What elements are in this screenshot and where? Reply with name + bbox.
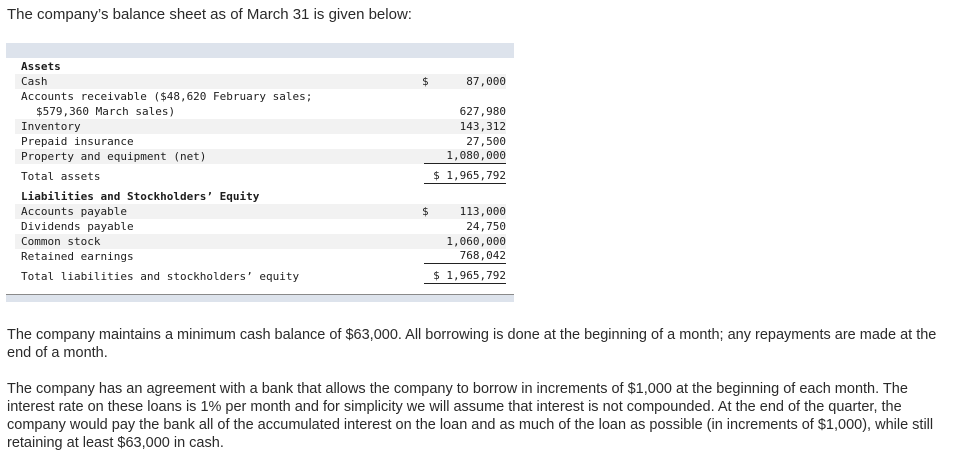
total-assets-row — [15, 169, 506, 184]
total-assets-value: $ 1,965,792 — [424, 169, 506, 184]
balance-sheet — [6, 43, 514, 302]
ar-label-line2: $579,360 March sales) — [36, 105, 176, 118]
cash-label: Cash — [21, 75, 48, 88]
property-value: 1,080,000 — [424, 149, 506, 164]
liabilities-heading: Liabilities and Stockholders’ Equity — [21, 190, 260, 203]
paragraph-bank-agreement: The company has an agreement with a bank that allows the company to borrow in increments of $1,000 at the beginning of each month. The interest rate on these loans is 1% per month and for simplicity we will assume that interest is not compounded. At the end of the quarter, the company would pay the bank all of the accumulated interest on the loan and as much of the loan as possible (in increments of $1,000), while still retaining at least $63,000 in cash. — [7, 381, 934, 451]
ar-value: 627,980 — [459, 105, 506, 118]
ap-dollar-sign: $ — [422, 205, 429, 218]
property-label: Property and equipment (net) — [21, 150, 207, 163]
ap-label: Accounts payable — [21, 205, 127, 218]
dividends-label: Dividends payable — [21, 220, 134, 233]
retained-earnings-value: 768,042 — [424, 249, 506, 264]
property-row — [15, 149, 506, 164]
total-le-row — [15, 269, 506, 284]
cash-row — [15, 74, 506, 89]
dividends-value: 24,750 — [466, 220, 506, 233]
intro-text: The company’s balance sheet as of March 31 is given below: — [7, 6, 412, 23]
retained-earnings-row — [15, 249, 506, 264]
prepaid-label: Prepaid insurance — [21, 135, 134, 148]
inventory-value: 143,312 — [459, 120, 506, 133]
table-header-band — [6, 43, 514, 58]
cash-value: 87,000 — [466, 75, 506, 88]
common-stock-value: 1,060,000 — [446, 235, 506, 248]
liabilities-heading-row — [15, 189, 506, 204]
prepaid-value: 27,500 — [466, 135, 506, 148]
common-stock-label: Common stock — [21, 235, 101, 248]
ar-label-line1: Accounts receivable ($48,620 February sales; — [21, 90, 313, 103]
total-assets-label: Total assets — [21, 170, 101, 183]
assets-heading: Assets — [21, 60, 61, 73]
dividends-row — [15, 219, 506, 234]
ar-row-line1 — [15, 89, 506, 104]
table-footer-band — [6, 294, 514, 302]
assets-heading-row — [15, 59, 506, 74]
common-stock-row — [15, 234, 506, 249]
cash-dollar-sign: $ — [422, 75, 429, 88]
total-le-label: Total liabilities and stockholders’ equity — [21, 270, 300, 283]
inventory-label: Inventory — [21, 120, 81, 133]
prepaid-row — [15, 134, 506, 149]
total-le-value: $ 1,965,792 — [424, 269, 506, 284]
ap-row — [15, 204, 506, 219]
paragraph-minimum-cash: The company maintains a minimum cash balance of $63,000. All borrowing is done at the beginning of a month; any repayments are made at the end of a month. — [7, 327, 937, 361]
ap-value: 113,000 — [459, 205, 506, 218]
ar-row-line2 — [15, 104, 506, 119]
inventory-row — [15, 119, 506, 134]
retained-earnings-label: Retained earnings — [21, 250, 134, 263]
